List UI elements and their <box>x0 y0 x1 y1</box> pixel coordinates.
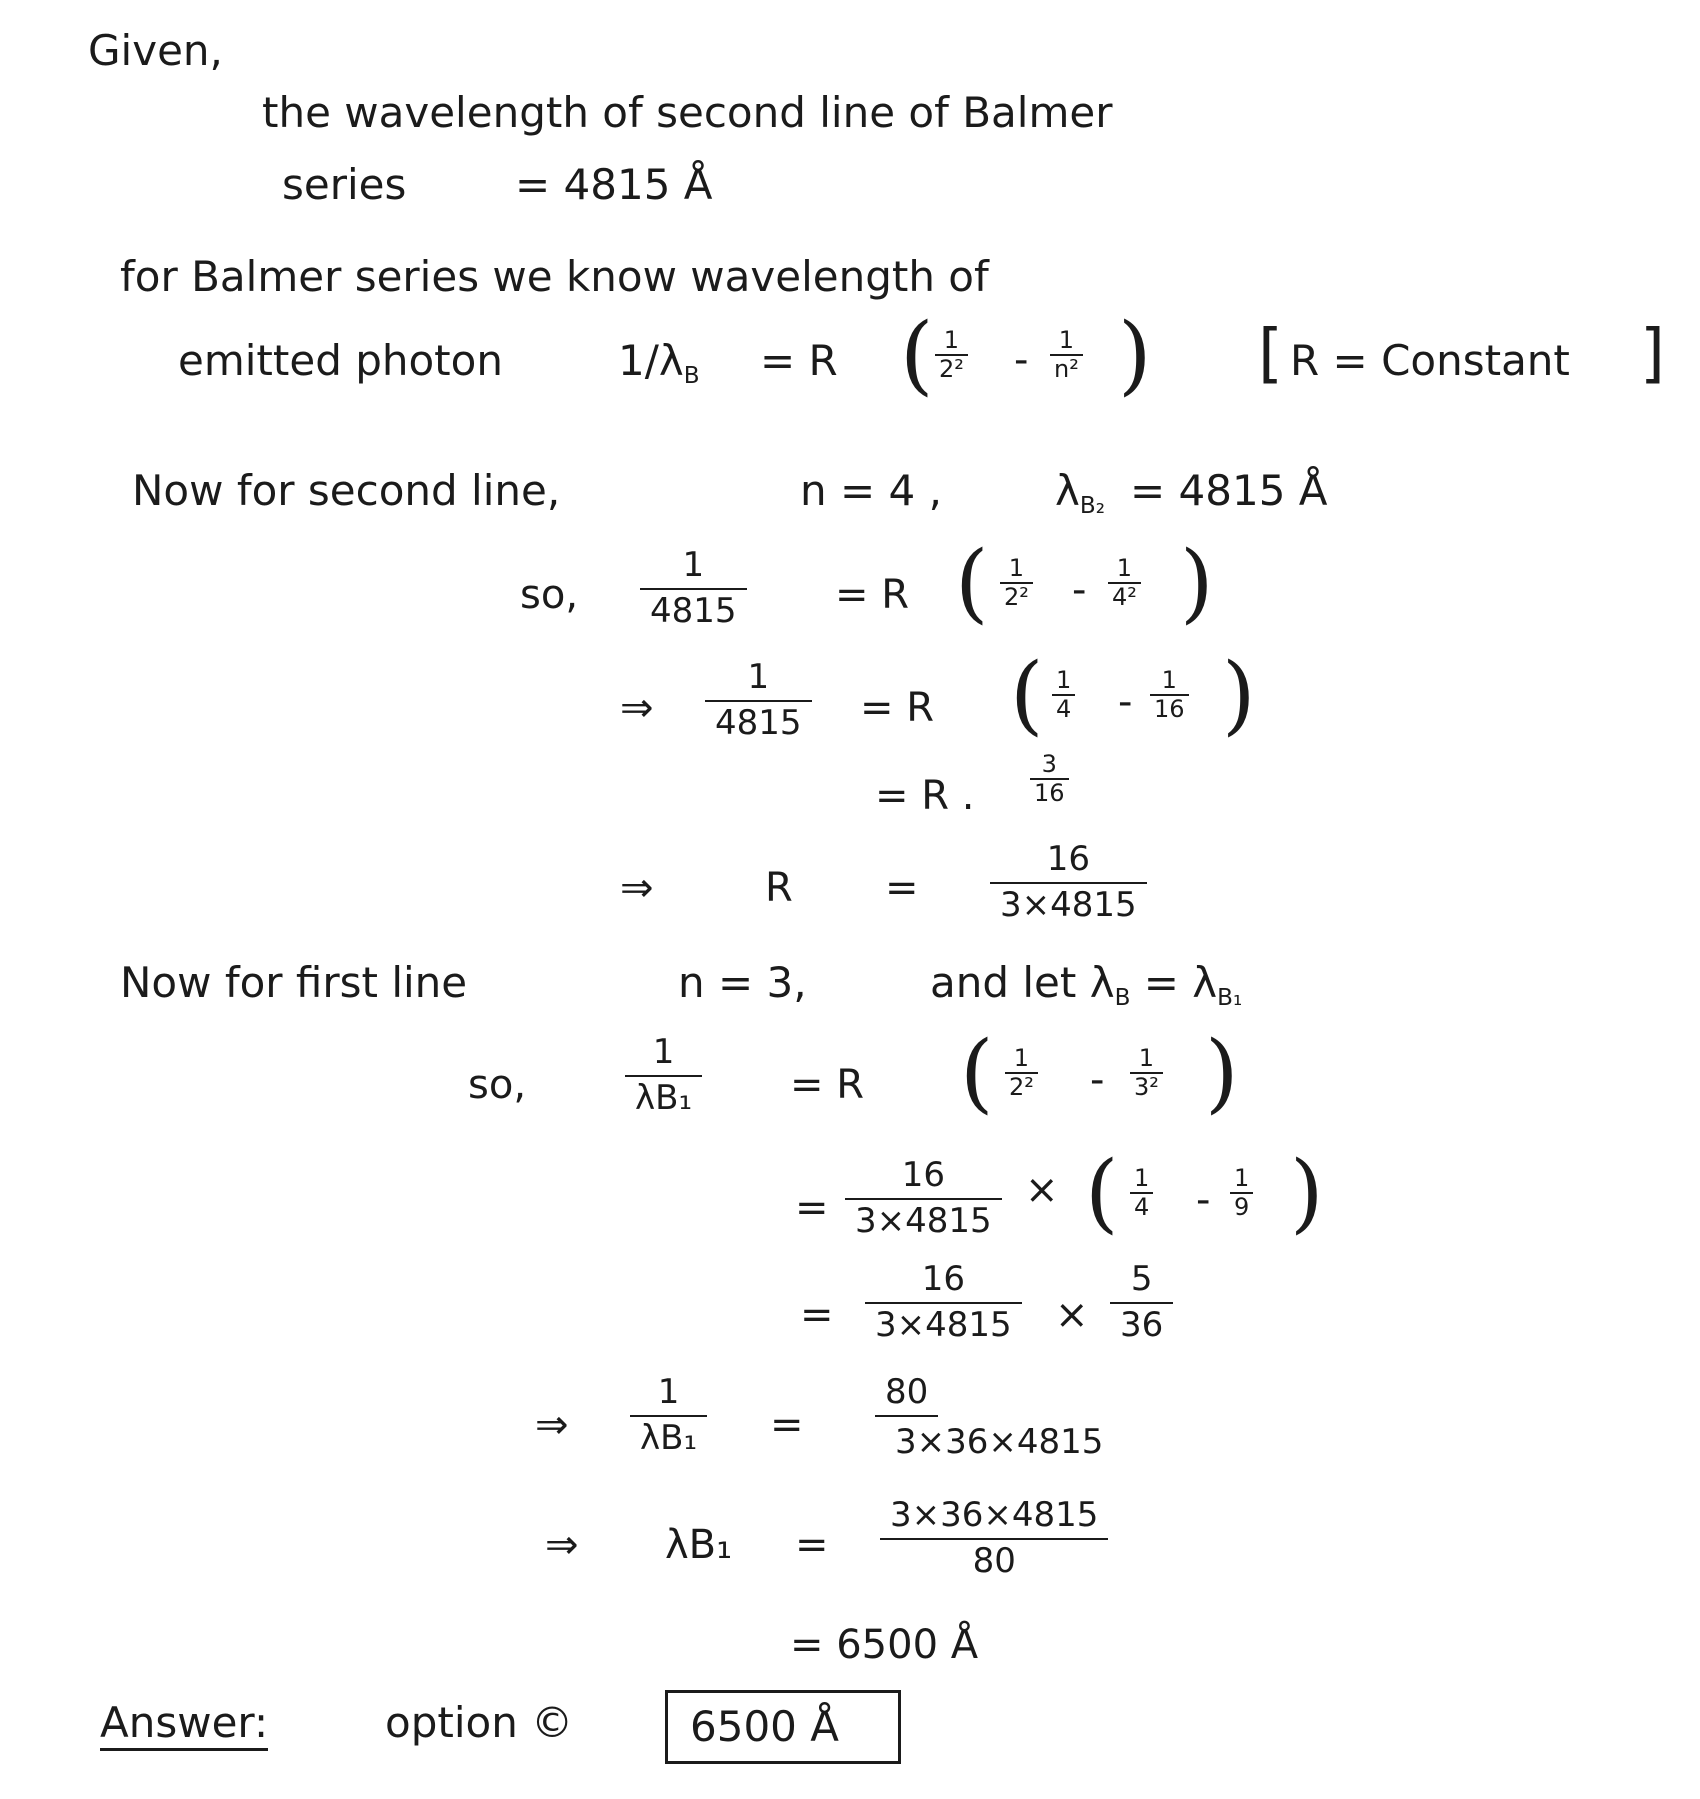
answer-value: 6500 Å <box>690 1702 839 1751</box>
so-label-1: so, <box>520 572 579 618</box>
close-paren: ) <box>1118 305 1152 405</box>
s2-arrow: ⇒ <box>620 685 654 731</box>
f4-frac: 80 <box>875 1375 938 1421</box>
s3-rhs: = R . <box>875 773 975 819</box>
f1-rhs: = R <box>790 1062 865 1108</box>
balmer-intro: for Balmer series we know wavelength of <box>120 252 989 301</box>
f2-minus: - <box>1196 1177 1211 1223</box>
f5-frac: 3×36×4815 80 <box>880 1498 1108 1579</box>
second-line-lambda-value: = 4815 Å <box>1130 466 1328 515</box>
emitted-photon-label: emitted photon <box>178 336 503 385</box>
s1-frac-a: 1 2² <box>1000 556 1033 610</box>
minus-sign: - <box>1014 337 1029 383</box>
s4-frac: 16 3×4815 <box>990 842 1147 923</box>
f2-frac: 16 3×4815 <box>845 1158 1002 1239</box>
second-line-lambda: $\lambda_{B_2}$ <box>1055 466 1105 520</box>
s2-lhs: 1 4815 <box>705 660 812 741</box>
s4-eq: = <box>885 865 919 911</box>
s2-frac-b: 1 16 <box>1150 668 1189 722</box>
answer-option: option © <box>385 1698 574 1747</box>
final-result: = 6500 Å <box>790 1622 979 1668</box>
s2-minus: - <box>1118 679 1133 725</box>
so-label-2: so, <box>468 1062 527 1108</box>
first-line-heading: Now for first line <box>120 958 468 1007</box>
f1-open-paren: ( <box>960 1023 994 1123</box>
f3-frac-1: 16 3×4815 <box>865 1262 1022 1343</box>
balmer-frac-1: 1 2² <box>935 328 968 382</box>
f2-frac-a: 1 4 <box>1130 1166 1153 1220</box>
f5-lhs: λB₁ <box>665 1522 733 1568</box>
balmer-lhs: $1/\lambda_B$ <box>618 336 700 390</box>
f2-eq: = <box>795 1185 829 1231</box>
f4-eq: = <box>770 1402 804 1448</box>
s2-rhs: = R <box>860 685 935 731</box>
f1-minus: - <box>1090 1057 1105 1103</box>
s4-lhs: R <box>765 865 793 911</box>
s1-rhs: = R <box>835 572 910 618</box>
f2-frac-b: 1 9 <box>1230 1166 1253 1220</box>
f3-frac-2: 5 36 <box>1110 1262 1173 1343</box>
s1-lhs: 1 4815 <box>640 548 747 629</box>
s3-frac: 3 16 <box>1030 752 1069 806</box>
f4-arrow: ⇒ <box>535 1402 569 1448</box>
second-line-n: n = 4 , <box>800 466 942 515</box>
f4-lhs: 1 λB₁ <box>630 1375 707 1456</box>
first-line-let: and let $\lambda_B = \lambda_{B_1}$ <box>930 958 1243 1012</box>
balmer-eq: = R <box>760 336 838 385</box>
open-paren: ( <box>900 305 934 405</box>
f1-lhs: 1 λB₁ <box>625 1035 702 1116</box>
s4-arrow: ⇒ <box>620 865 654 911</box>
f3-times: × <box>1055 1292 1089 1338</box>
s1-close-paren: ) <box>1180 533 1214 633</box>
f1-frac-b: 1 3² <box>1130 1046 1163 1100</box>
f5-eq: = <box>795 1522 829 1568</box>
first-line-n: n = 3, <box>678 958 807 1007</box>
s1-frac-b: 1 4² <box>1108 556 1141 610</box>
f2-open-paren: ( <box>1085 1143 1119 1243</box>
s2-close-paren: ) <box>1222 645 1256 745</box>
answer-label: Answer: <box>100 1702 268 1751</box>
f3-eq: = <box>800 1292 834 1338</box>
given-heading: Given, <box>88 26 223 75</box>
s1-minus: - <box>1072 567 1087 613</box>
constant-note: R = Constant <box>1290 336 1570 385</box>
s2-frac-a: 1 4 <box>1052 668 1075 722</box>
f1-frac-a: 1 2² <box>1005 1046 1038 1100</box>
given-line-1: the wavelength of second line of Balmer <box>262 88 1113 137</box>
given-series-value: = 4815 Å <box>515 160 713 209</box>
close-bracket: ] <box>1640 317 1665 391</box>
f2-times: × <box>1025 1167 1059 1213</box>
s2-open-paren: ( <box>1010 645 1044 745</box>
f2-close-paren: ) <box>1290 1143 1324 1243</box>
balmer-frac-2: 1 n² <box>1050 328 1083 382</box>
given-series-label: series <box>282 160 407 209</box>
f5-arrow: ⇒ <box>545 1522 579 1568</box>
f1-close-paren: ) <box>1205 1023 1239 1123</box>
open-bracket: [ <box>1258 317 1283 391</box>
f4-frac-den: 3×36×4815 <box>895 1422 1104 1462</box>
s1-open-paren: ( <box>955 533 989 633</box>
second-line-heading: Now for second line, <box>132 466 561 515</box>
